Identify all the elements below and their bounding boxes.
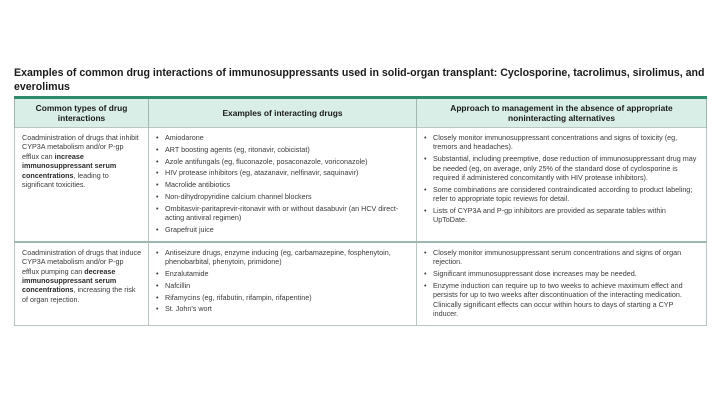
management-list [424, 133, 700, 225]
list-item: • Some combinations are considered contraindicated according to product labeling; refer to appropriate topic reviews for detail. [424, 184, 693, 204]
list-item: • Macrolide antibiotics [156, 180, 231, 190]
list-item: • Ombitasvir-paritaprevir-ritonavir with or without dasabuvir (an HCV direct-acting antiviral regimen) [156, 203, 399, 223]
examples-cell [149, 242, 417, 326]
list-item: • Non-dihydropyridine calcium channel blockers [156, 191, 312, 201]
table-title: Examples of common drug interactions of immunosuppressants used in solid-organ transplant: Cyclosporine, tacrolimus, sirolimus, and everolimus [14, 67, 705, 93]
list-item: • Lists of CYP3A and P-gp inhibitors are provided as separate tables within UpToDate. [424, 206, 666, 225]
examples-list [156, 133, 410, 234]
list-item: • Antiseizure drugs, enzyme inducing (eg, carbamazepine, fosphenytoin, phenobarbital, phenytoin, primidone) [156, 247, 391, 267]
list-item: • Enzyme induction can require up to two weeks to achieve maximum effect and persists for up to two weeks after discontinuation of the interacting medication. Clinically significant effects can occur within hours to days of starting a CYP inducer. [424, 280, 683, 318]
list-item: • Grapefruit juice [156, 224, 214, 234]
list-item: • Azole antifungals (eg, fluconazole, posaconazole, voriconazole) [156, 156, 368, 166]
drug-interactions-table [14, 96, 707, 326]
list-item: • Amiodarone [156, 133, 204, 142]
header-management: Approach to management in the absence of appropriate noninteracting alternatives [417, 98, 707, 128]
list-item: • Closely monitor immunosuppressant concentrations and signs of toxicity (eg, tremors and headaches). [424, 133, 678, 152]
header-examples: Examples of interacting drugs [149, 98, 417, 128]
list-item: • Rifamycins (eg, rifabutin, rifampin, rifapentine) [156, 292, 312, 302]
list-item: • HIV protease inhibitors (eg, atazanavir, nelfinavir, saquinavir) [156, 168, 359, 178]
interaction-cell: Coadministration of drugs that induce CYP3A metabolism and/or P-gp efflux pumping can decrease immunosuppressant serum concentrations, increasing the risk of organ rejection. [15, 242, 149, 326]
list-item: • Enzalutamide [156, 268, 209, 278]
table-header [15, 98, 707, 128]
list-item: • Substantial, including preemptive, dose reduction of immunosuppressant drug may be needed (eg, on average, only 25% of the standard dose of cyclosporine is required if administered concomitantly with HIV protease inhibitors). [424, 154, 697, 183]
examples-list [156, 248, 410, 314]
list-item: • Significant immunosuppressant dose increases may be needed. [424, 268, 637, 278]
management-cell [417, 128, 707, 242]
table-row [15, 128, 707, 242]
interaction-cell: Coadministration of drugs that inhibit CYP3A metabolism and/or P-gp efflux can increase immunosuppressant serum concentrations, leading to significant toxicities. [15, 128, 149, 242]
list-item: • ART boosting agents (eg, ritonavir, cobicistat) [156, 144, 310, 154]
management-list [424, 248, 700, 319]
examples-cell [149, 128, 417, 242]
list-item: • Closely monitor immunosuppressant serum concentrations and signs of organ rejection. [424, 247, 682, 267]
management-cell [417, 242, 707, 326]
list-item: • Nafcillin [156, 280, 191, 290]
list-item: • St. John's wort [156, 304, 212, 314]
table-row [15, 242, 707, 326]
header-interactions: Common types of drug interactions [15, 98, 149, 128]
